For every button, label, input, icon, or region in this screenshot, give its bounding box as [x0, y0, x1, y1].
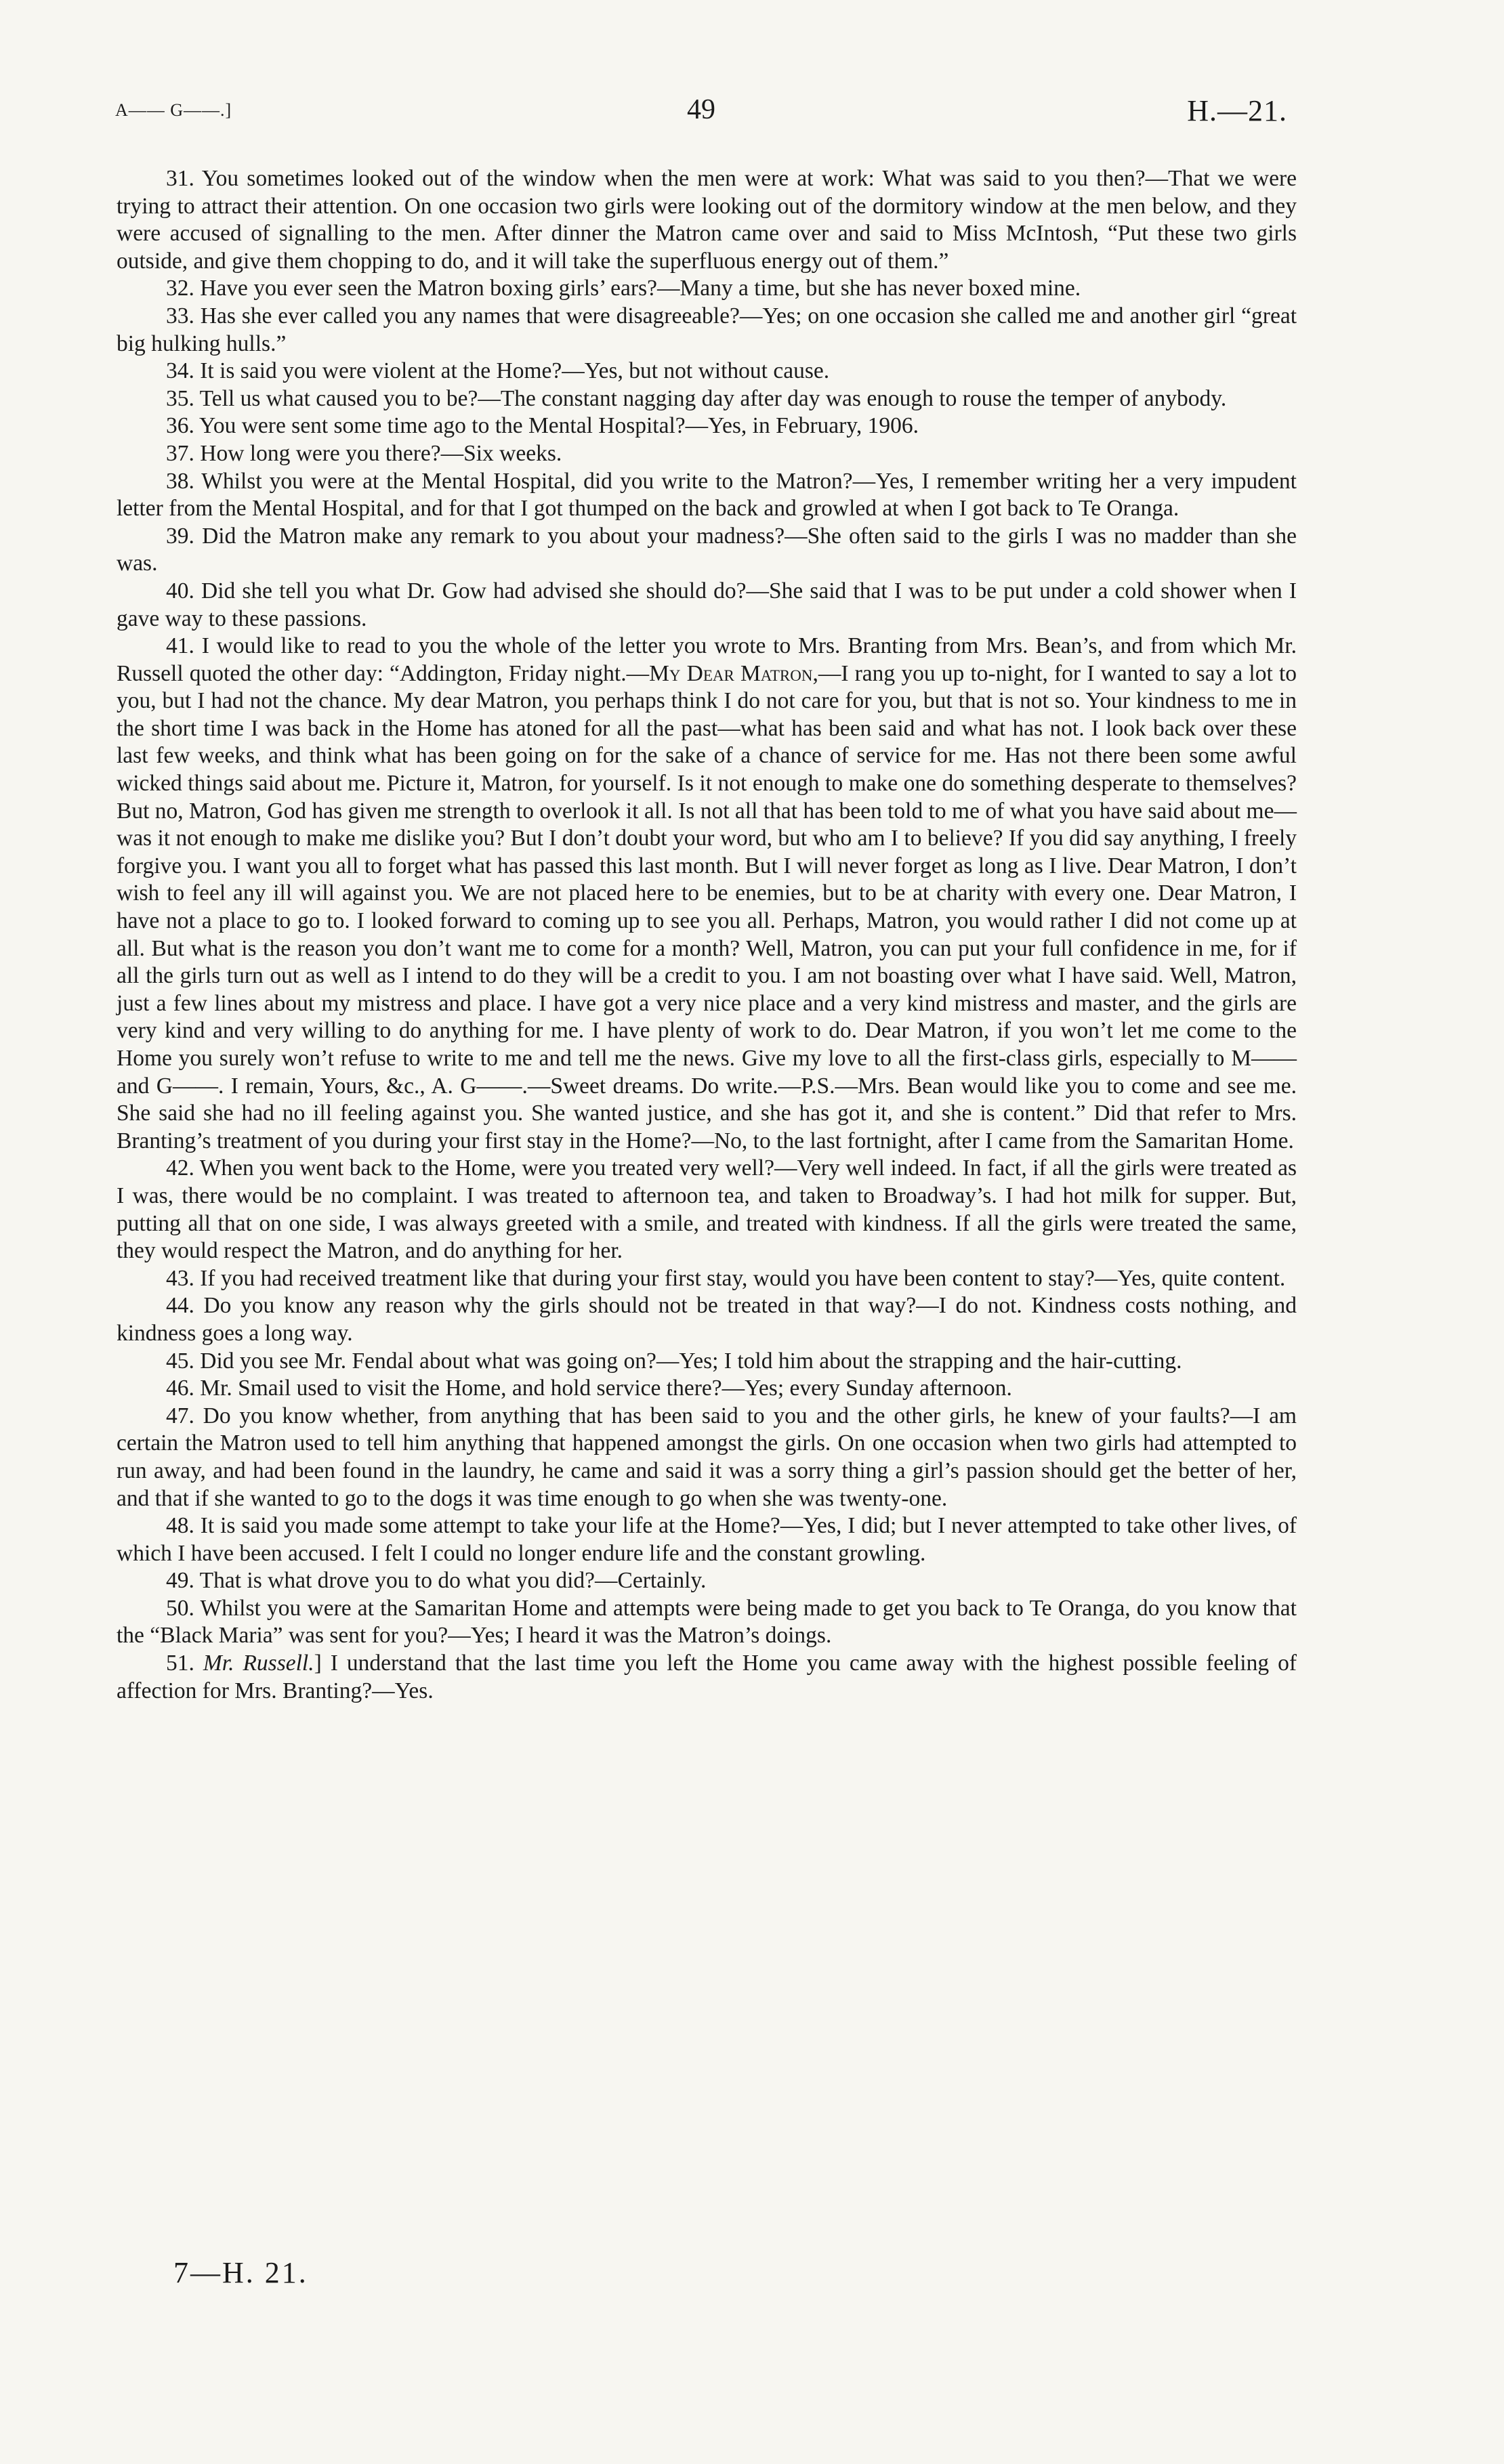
paragraph-45: 45. Did you see Mr. Fendal about what was going on?—Yes; I told him about the strapping and the hair-cutting. — [166, 1348, 1182, 1374]
paragraph-38: 38. Whilst you were at the Mental Hospital, did you write to the Matron?—Yes, I remember writing her a very impudent letter from the Mental Hospital, and for that I got thumped on the back and growled at when I got back to Te Oranga. — [117, 468, 1297, 522]
paragraph-39: 39. Did the Matron make any remark to you about your madness?—She often said to the girls I was no madder than she was. — [117, 523, 1297, 576]
paragraph-50: 50. Whilst you were at the Samaritan Home and attempts were being made to get you back to Te Oranga, do you know that the “Black Maria” was sent for you?—Yes; I heard it was the Matron’s doings. — [117, 1595, 1297, 1649]
speaker-name: Mr. Russell. — [203, 1651, 314, 1676]
header-left-initials: A—— G——.] — [115, 100, 232, 120]
paragraph-51 — [117, 1650, 1297, 1705]
paragraph-35: 35. Tell us what caused you to be?—The constant nagging day after day was enough to rouse the temper of anybody. — [166, 385, 1227, 411]
paragraph-41 — [117, 633, 1297, 1155]
page-header — [115, 93, 1287, 134]
paragraph-41-letter: ,—I rang you up to-night, for I wanted to say a lot to you, but I had not the chance. My dear Matron, you perhaps think I do not care for you, but that is not so. Your kindness to me in the short time I was back in the Home has atoned for all the past—what has been said and what has not. I look back over these last few weeks, and think what has been going on for the sake of a chance of service for me. Has not there been some awful wicked things said about me. Picture it, Matron, for yourself. Is it not enough to make one do something desperate to themselves? But no, Matron, God has given me strength to overlook it all. Is not all that has been told to me of what you have said about me—was it not enough to make me dislike you? But I don’t doubt your word, but who am I to believe? If you did say anything, I freely forgive you. I want you all to forget what has passed this last month. But I will never forget as long as I live. Dear Matron, I don’t wish to feel any ill will against you. We are not placed here to be enemies, but to be at charity with every one. Dear Matron, I have not a place to go to. I looked forward to coming up to see you all. Perhaps, Matron, you would rather I did not come up at all. But what is the reason you don’t want me to come for a month? Well, Matron, you can put your full confidence in me, for if all the girls turn out as well as I intend to do they will be a credit to you. I am not boasting over what I have said. Well, Matron, just a few lines about my mistress and place. I have got a very nice place and a very kind mistress and master, and the girls are very kind and very willing to do anything for me. I have plenty of work to do. Dear Matron, if you won’t let me come to the Home you surely won’t refuse to write to me and tell me the news. Give my love to all the first-class girls, especially to M—— and G——. I remain, Yours, &c., A. G——.—Sweet dreams. Do write.—P.S.—Mrs. Bean would like you to come and see me. She said she had no ill feeling against you. She wanted justice, and she has got it, and she is content.” Did that refer to Mrs. Branting’s treatment of you during your first stay in the Home?—No, to the last fortnight, after I came from the Samaritan Home. — [117, 660, 1297, 1153]
paragraph-48: 48. It is said you made some attempt to take your life at the Home?—Yes, I did; but I never attempted to take other lives, of which I have been accused. I felt I could no longer endure life and the constant growling. — [117, 1513, 1297, 1566]
paragraph-51-number: 51. — [166, 1651, 203, 1676]
paragraph-34: 34. It is said you were violent at the Home?—Yes, but not without cause. — [166, 358, 830, 384]
paragraph-32: 32. Have you ever seen the Matron boxing girls’ ears?—Many a time, but she has never boxed mine. — [166, 276, 1081, 301]
document-reference: H.—21. — [1187, 94, 1287, 127]
paragraph-51-text: ] I understand that the last time you left the Home you came away with the highest possible feeling of affection for Mrs. Branting?—Yes. — [117, 1651, 1297, 1703]
paragraph-40: 40. Did she tell you what Dr. Gow had advised she should do?—She said that I was to be put under a cold shower when I gave way to these passions. — [117, 578, 1297, 631]
paragraph-47: 47. Do you know whether, from anything that has been said to you and the other girls, he knew of your faults?—I am certain the Matron used to tell him anything that happened amongst the girls. On one occasion when two girls had attempted to run away, and had been found in the laundry, he came and said it was a sorry thing a girl’s passion should get the better of her, and that if she wanted to go to the dogs it was time enough to go when she was twenty-one. — [117, 1403, 1297, 1511]
page-number: 49 — [687, 94, 715, 125]
paragraph-33: 33. Has she ever called you any names that were disagreeable?—Yes; on one occasion she called me and another girl “great big hulking hulls.” — [117, 303, 1297, 356]
paragraph-43: 43. If you had received treatment like that during your first stay, would you have been content to stay?—Yes, quite content. — [166, 1265, 1286, 1291]
testimony-body — [117, 165, 1297, 1705]
paragraph-31: 31. You sometimes looked out of the window when the men were at work: What was said to you then?—That we were trying to attract their attention. On one occasion two girls were looking out of the dormitory window at the men below, and they were accused of signalling to the men. After dinner the Matron came over and said to Miss McIntosh, “Put these two girls outside, and give them chopping to do, and it will take the superfluous energy out of them.” — [117, 166, 1297, 274]
paragraph-41-intro: 41. I would like to read to you the whole of the letter you wrote to Mrs. Branting from Mrs. Bean’s, and from which Mr. Russell quoted the other day: “Addington, Friday night.— — [117, 633, 1297, 686]
paragraph-42: 42. When you went back to the Home, were you treated very well?—Very well indeed. In fact, if all the girls were treated as I was, there would be no complaint. I was treated to afternoon tea, and taken to Broadway’s. I had hot milk for supper. But, putting all that on one side, I was always greeted with a smile, and treated with kindness. If all the girls were treated the same, they would respect the Matron, and do anything for her. — [117, 1155, 1297, 1264]
letter-salutation: My Dear Matron — [649, 660, 813, 686]
paragraph-49: 49. That is what drove you to do what you did?—Certainly. — [166, 1568, 707, 1594]
paragraph-44: 44. Do you know any reason why the girls should not be treated in that way?—I do not. Kindness costs nothing, and kindness goes a long way. — [117, 1293, 1297, 1346]
paragraph-37: 37. How long were you there?—Six weeks. — [166, 440, 562, 466]
signature-mark: 7—H. 21. — [173, 2256, 308, 2289]
paragraph-46: 46. Mr. Smail used to visit the Home, and hold service there?—Yes; every Sunday afternoon. — [166, 1376, 1012, 1401]
paragraph-36: 36. You were sent some time ago to the Mental Hospital?—Yes, in February, 1906. — [166, 413, 919, 439]
